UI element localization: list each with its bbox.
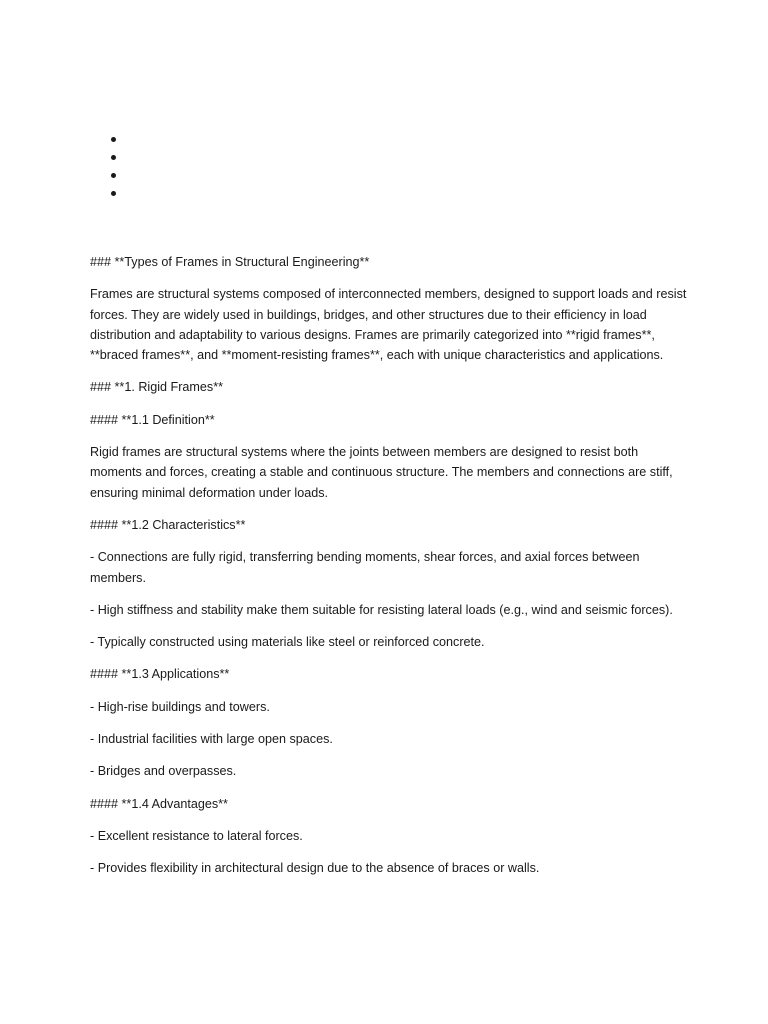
- subsection-heading: #### **1.1 Definition**: [90, 412, 215, 427]
- list-item: - Typically constructed using materials like steel or reinforced concrete.: [90, 635, 485, 650]
- intro-paragraph: Frames are structural systems composed of interconnected members, designed to support loads and resist forces. They are widely used in buildings, bridges, and other structures due to their efficiency in load distribution and adaptability to various designs. Frames are primarily categorized into **rigid frames**, **braced frames**, and **moment-resisting frames**, each with unique characteristics and applications.: [90, 287, 687, 363]
- list-item: - High-rise buildings and towers.: [90, 699, 270, 714]
- list-item: - Excellent resistance to lateral forces.: [90, 828, 303, 843]
- section-heading: ### **1. Rigid Frames**: [90, 380, 223, 395]
- document-body: [90, 252, 690, 891]
- section-heading: ### **Types of Frames in Structural Engineering**: [90, 255, 370, 269]
- list-item: - Connections are fully rigid, transferring bending moments, shear forces, and axial forces between members.: [90, 550, 640, 585]
- bullet-icon: [111, 191, 116, 196]
- definition-paragraph: Rigid frames are structural systems where the joints between members are designed to resist both moments and forces, creating a stable and continuous structure. The members and connections are stiff, ensuring minimal deformation under loads.: [90, 445, 673, 500]
- bullet-icon: [111, 173, 116, 178]
- bullet-icon: [111, 137, 116, 142]
- bullet-icon: [111, 155, 116, 160]
- subsection-heading: #### **1.2 Characteristics**: [90, 517, 246, 532]
- list-item: - Industrial facilities with large open spaces.: [90, 732, 333, 747]
- list-item: - High stiffness and stability make them suitable for resisting lateral loads (e.g., wind and seismic forces).: [90, 602, 673, 617]
- list-item: - Bridges and overpasses.: [90, 764, 237, 779]
- list-item: - Provides flexibility in architectural design due to the absence of braces or walls.: [90, 861, 540, 876]
- subsection-heading: #### **1.3 Applications**: [90, 667, 230, 682]
- subsection-heading: #### **1.4 Advantages**: [90, 796, 228, 811]
